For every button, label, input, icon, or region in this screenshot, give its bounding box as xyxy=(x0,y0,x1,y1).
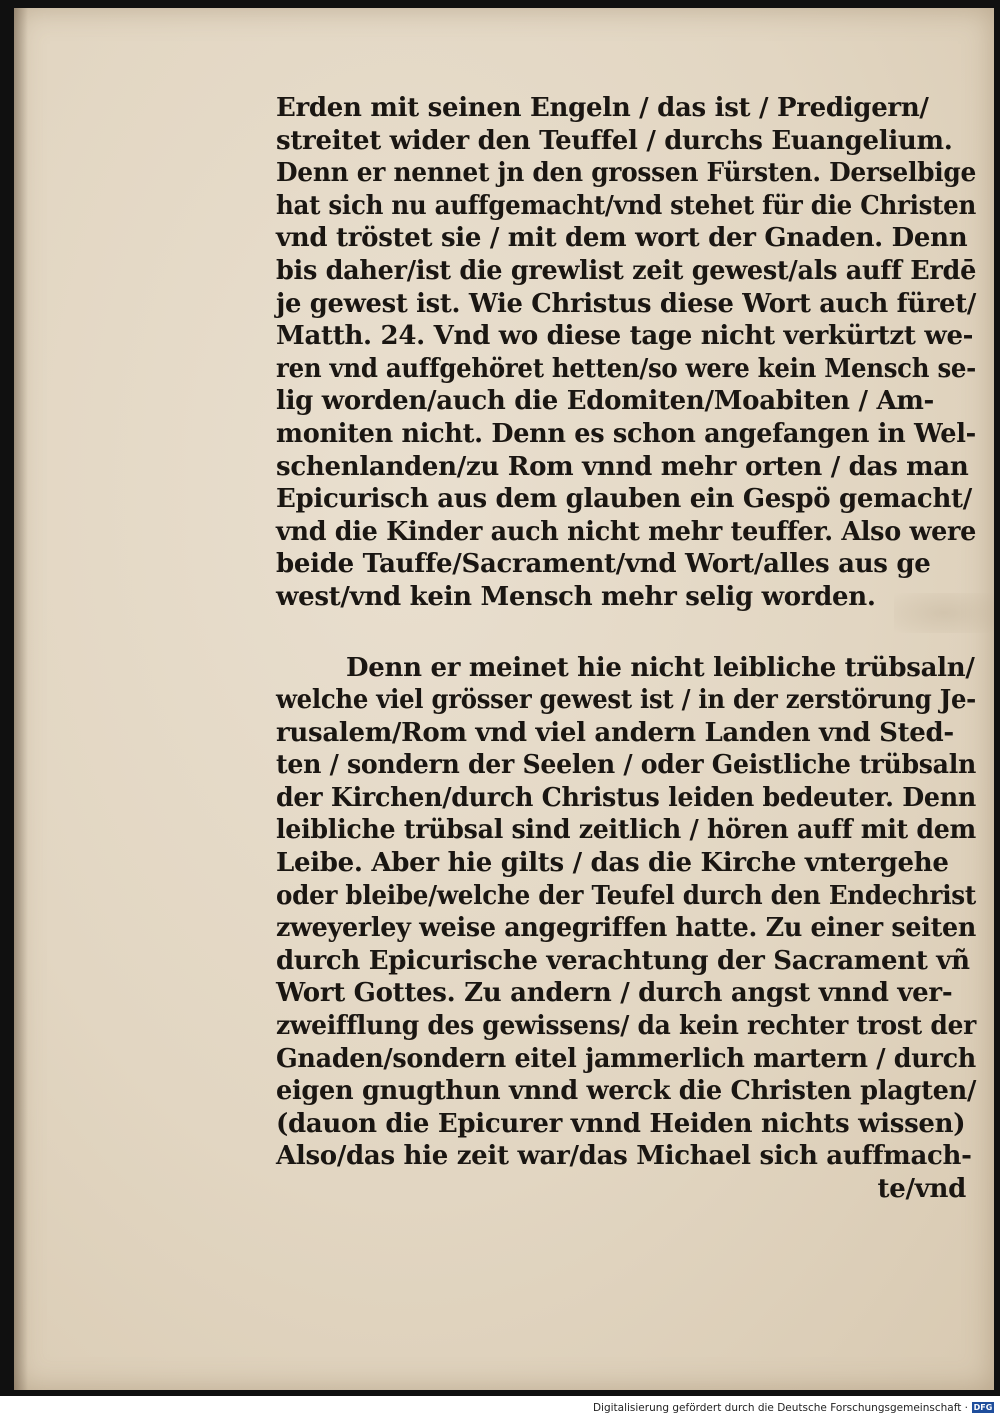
text-line: (dauon die Epicurer vnnd Heiden nichts wissen) xyxy=(276,1108,966,1139)
dfg-logo-icon: DFG xyxy=(973,1403,993,1412)
text-line: zweyerley weise angegriffen hatte. Zu einer seiten xyxy=(276,913,977,944)
text-line: zweifflung des gewissens/ da kein rechter trost der xyxy=(276,1011,976,1042)
text-line: lig worden/auch die Edomiten/Moabiten / Am- xyxy=(276,386,935,417)
text-line: rusalem/Rom vnd viel andern Landen vnd Sted- xyxy=(276,717,954,748)
funding-credit: Digitalisierung gefördert durch die Deutsche Forschungsgemeinschaft · xyxy=(592,1402,968,1414)
text-line: vnd die Kinder auch nicht mehr teuffer. Also were xyxy=(276,516,977,547)
text-line: oder bleibe/welche der Teufel durch den Endechrist xyxy=(276,880,976,911)
page-text xyxy=(276,92,976,1206)
text-line: leibliche trübsal sind zeitlich / hören auff mit dem xyxy=(276,815,977,846)
footer-bar xyxy=(0,1396,1000,1419)
text-line: welche viel grösser gewest ist / in der zerstörung Je- xyxy=(276,685,977,716)
text-line: ren vnd auffgehöret hetten/so were kein Mensch se- xyxy=(276,353,977,384)
text-line: Denn er nennet jn den grossen Fürsten. Derselbige xyxy=(276,158,977,189)
catchword: te/vnd xyxy=(877,1174,966,1204)
text-line: Epicurisch aus dem glauben ein Gespö gemacht/ xyxy=(276,484,972,515)
text-line: beide Tauffe/Sacrament/vnd Wort/alles aus ge xyxy=(276,549,931,580)
text-line: Denn er meinet hie nicht leibliche trübsaln/ xyxy=(346,652,975,683)
text-line: Also/das hie zeit war/das Michael sich auffmach- xyxy=(276,1141,972,1172)
text-line: eigen gnugthun vnnd werck die Christen plagten/ xyxy=(276,1076,977,1107)
text-line: Leibe. Aber hie gilts / das die Kirche vntergehe xyxy=(276,848,949,879)
text-line: schenlanden/zu Rom vnnd mehr orten / das man xyxy=(276,451,969,482)
text-line: der Kirchen/durch Christus leiden bedeuter. Denn xyxy=(276,782,976,813)
text-line: bis daher/ist die grewlist zeit gewest/als auff Erdē xyxy=(276,255,977,286)
text-line: vnd tröstet sie / mit dem wort der Gnaden. Denn xyxy=(276,223,968,254)
text-line: ten / sondern der Seelen / oder Geistliche trübsaln xyxy=(276,750,977,781)
text-line: moniten nicht. Denn es schon angefangen in Wel- xyxy=(276,418,976,449)
text-line: je gewest ist. Wie Christus diese Wort auch füret/ xyxy=(276,288,976,319)
text-line: streitet wider den Teuffel / durchs Euangelium. xyxy=(276,125,953,156)
text-line: hat sich nu auffgemacht/vnd stehet für die Christen xyxy=(276,190,977,221)
text-line: Gnaden/sondern eitel jammerlich martern / durch xyxy=(276,1043,976,1074)
text-line: Matth. 24. Vnd wo diese tage nicht verkürtzt we- xyxy=(276,321,974,352)
paragraph-gap xyxy=(276,614,976,652)
text-line: durch Epicurische verachtung der Sacrament vñ xyxy=(276,945,970,976)
text-line: Wort Gottes. Zu andern / durch angst vnnd ver- xyxy=(276,978,953,1009)
text-line: Erden mit seinen Engeln / das ist / Predigern/ xyxy=(276,93,929,123)
text-line: west/vnd kein Mensch mehr selig worden. xyxy=(276,581,876,612)
